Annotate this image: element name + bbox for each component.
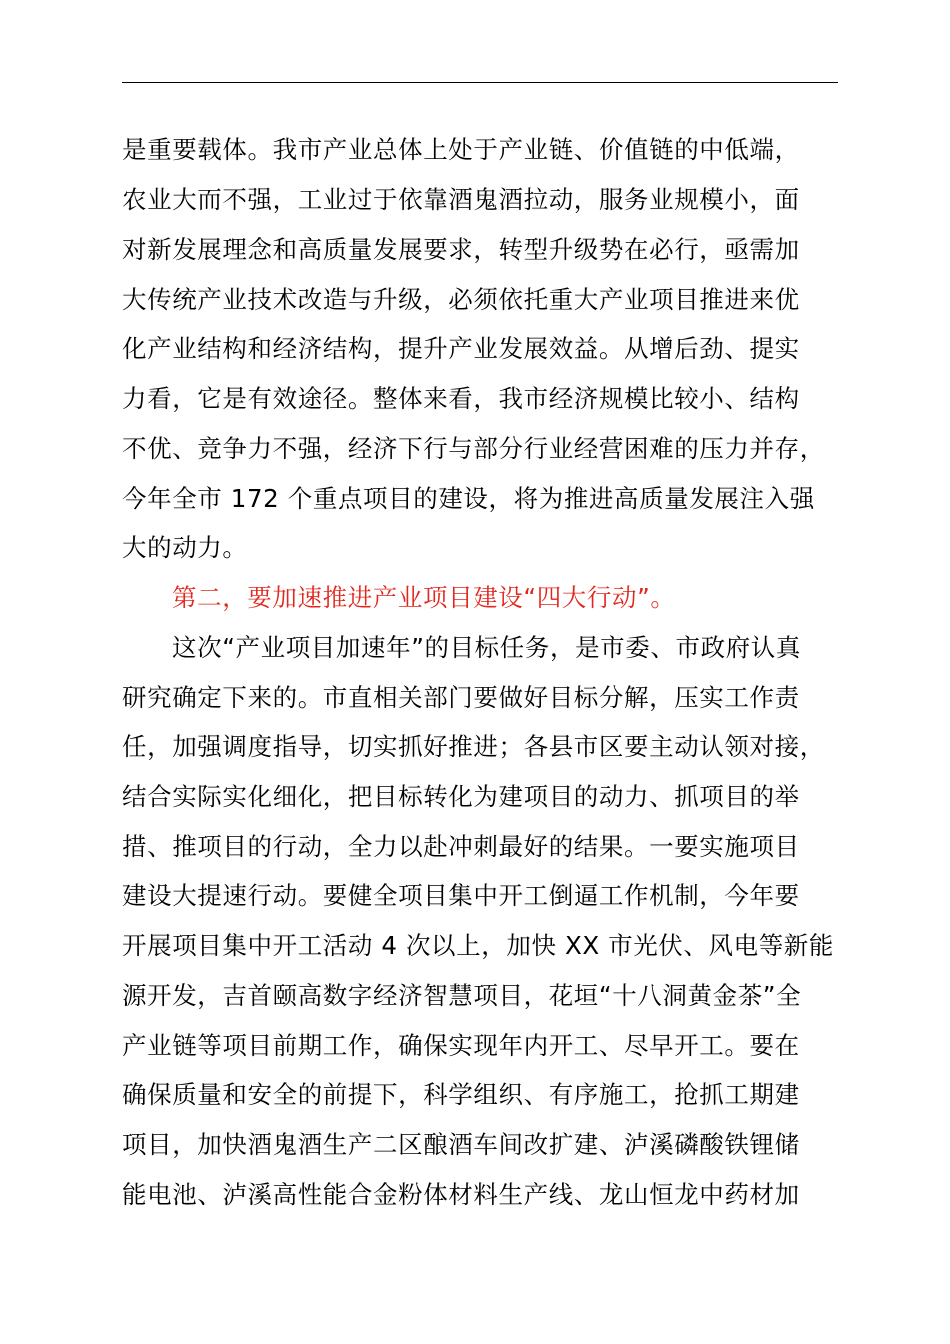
header-rule [122,82,838,83]
paragraph-line: 这次“产业项目加速年”的目标任务，是市委、市政府认真 [172,633,801,662]
paragraph-line: 力看，它是有效途径。整体来看，我市经济规模比较小、结构 [122,384,800,413]
paragraph-line: 化产业结构和经济结构，提升产业发展效益。从增后劲、提实 [122,334,800,363]
paragraph-line: 农业大而不强，工业过于依靠酒鬼酒拉动，服务业规模小，面 [122,185,800,214]
section-heading: 第二，要加速推进产业项目建设“四大行动”。 [172,583,676,612]
paragraph-line: 任，加强调度指导，切实抓好推进；各县市区要主动认领对接， [122,732,825,761]
paragraph-line: 今年全市 172 个重点项目的建设，将为推进高质量发展注入强 [122,484,815,513]
paragraph-line: 源开发，吉首颐高数字经济智慧项目，花垣“十八洞黄金茶”全 [122,981,802,1010]
paragraph-line: 不优、竞争力不强，经济下行与部分行业经营困难的压力并存， [122,434,825,463]
paragraph-line: 措、推项目的行动，全力以赴冲刺最好的结果。一要实施项目 [122,832,800,861]
paragraph-line: 确保质量和安全的前提下，科学组织、有序施工，抢抓工期建 [122,1080,800,1109]
paragraph-line: 研究确定下来的。市直相关部门要做好目标分解，压实工作责 [122,683,800,712]
paragraph-line: 是重要载体。我市产业总体上处于产业链、价值链的中低端， [122,135,800,164]
paragraph-line: 开展项目集中开工活动 4 次以上，加快 XX 市光伏、风电等新能 [122,931,835,960]
paragraph-line: 大传统产业技术改造与升级，必须依托重大产业项目推进来优 [122,285,800,314]
paragraph-line: 项目，加快酒鬼酒生产二区酿酒车间改扩建、泸溪磷酸铁锂储 [122,1130,800,1159]
paragraph-line: 能电池、泸溪高性能合金粉体材料生产线、龙山恒龙中药材加 [122,1180,800,1209]
paragraph-line: 大的动力。 [122,533,248,562]
paragraph-line: 建设大提速行动。要健全项目集中开工倒逼工作机制，今年要 [122,881,800,910]
paragraph-line: 对新发展理念和高质量发展要求，转型升级势在必行，亟需加 [122,235,800,264]
paragraph-line: 产业链等项目前期工作，确保实现年内开工、尽早开工。要在 [122,1031,800,1060]
paragraph-line: 结合实际实化细化，把目标转化为建项目的动力、抓项目的举 [122,782,800,811]
